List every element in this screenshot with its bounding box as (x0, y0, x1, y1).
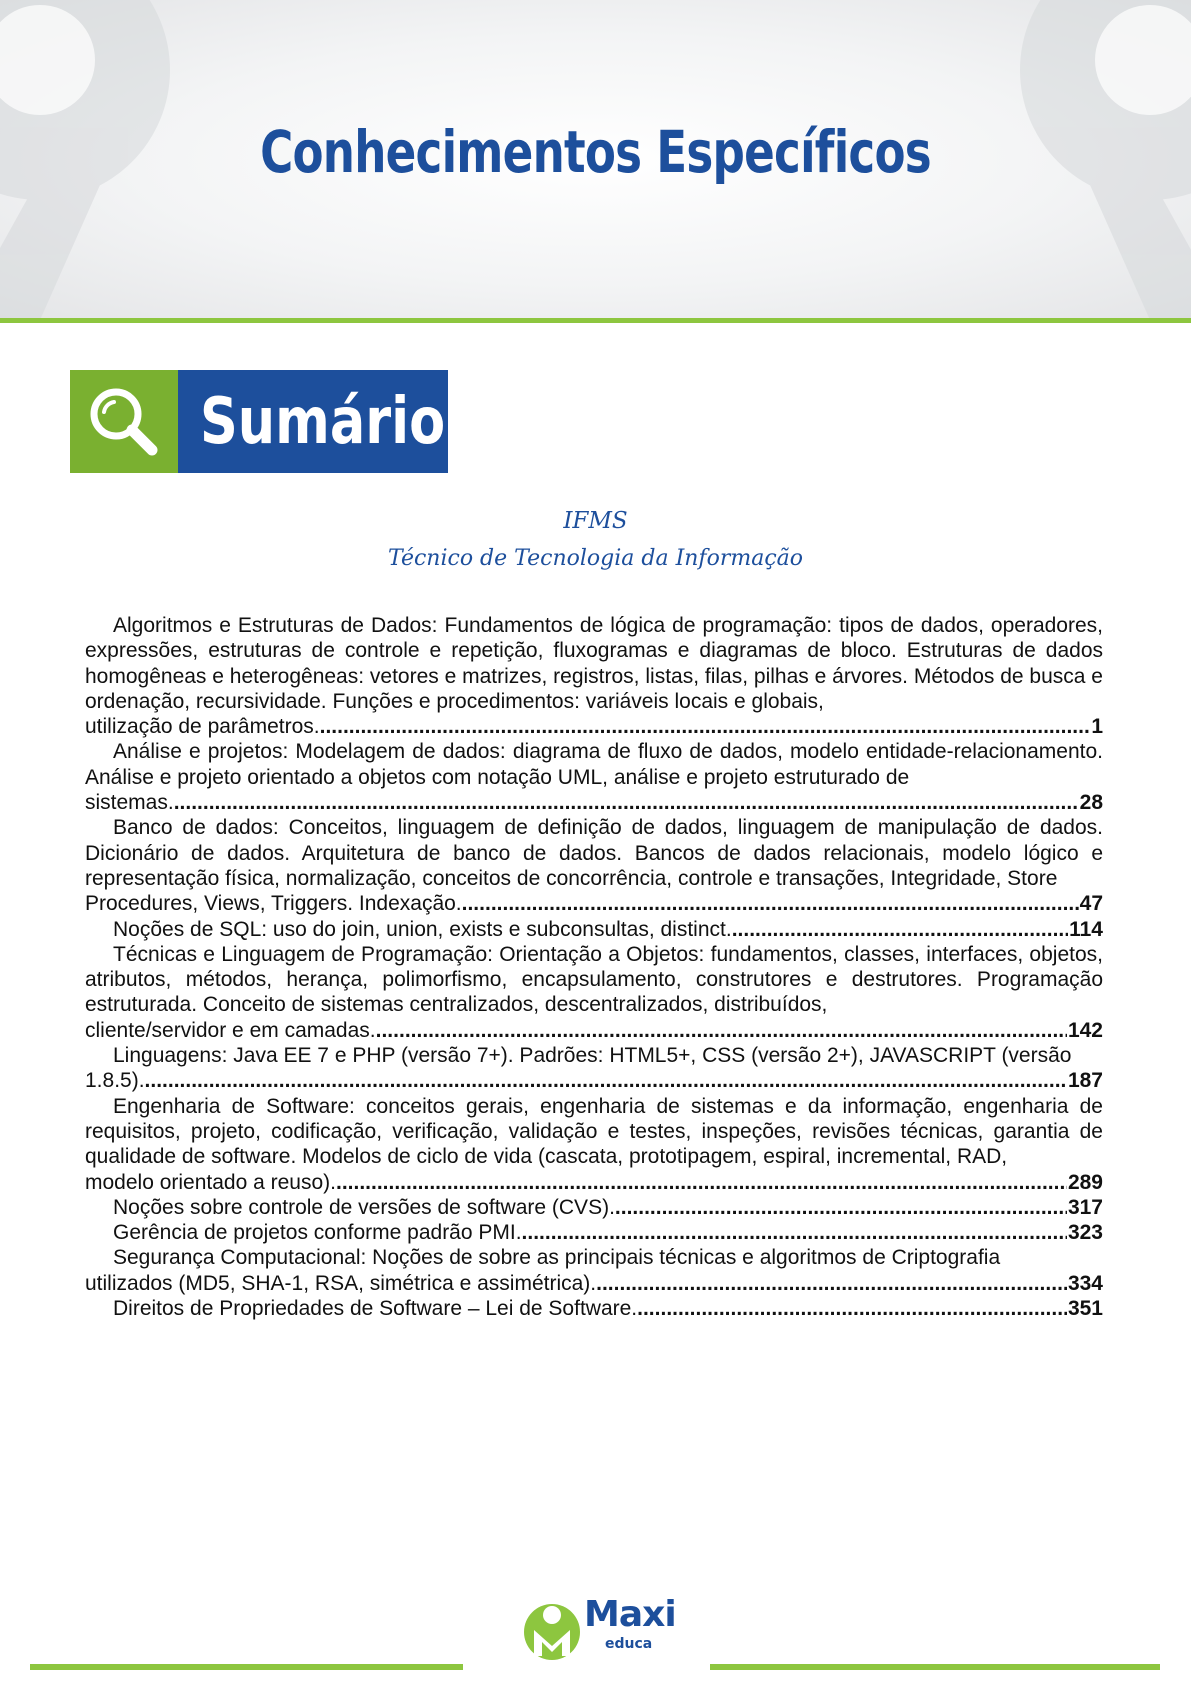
toc-page-number: 28 (1079, 791, 1103, 815)
toc-entry-text-tail: utilização de parâmetros. (85, 715, 320, 739)
toc-entry-text-tail: Procedures, Views, Triggers. Indexação. (85, 892, 462, 916)
toc-entry-last-line (85, 917, 1103, 942)
toc-dot-leader (462, 891, 1079, 916)
toc-entry-last-line (85, 1018, 1103, 1043)
toc-dot-leader (732, 917, 1068, 942)
toc-page-number: 142 (1067, 1018, 1103, 1042)
toc-page-number: 323 (1067, 1221, 1103, 1245)
toc-entry-text-tail: Noções sobre controle de versões de software (CVS). (113, 1195, 615, 1219)
toc-entry (85, 1195, 1103, 1220)
toc-entry (85, 942, 1103, 1043)
toc-page-number: 1 (1091, 715, 1103, 739)
toc-dot-leader (320, 714, 1091, 739)
toc-entry (85, 917, 1103, 942)
toc-entry-last-line (85, 1220, 1103, 1245)
toc-entry (85, 1043, 1103, 1094)
toc-entry-last-line (85, 891, 1103, 916)
sumario-label-box (178, 370, 448, 473)
toc-entry (85, 739, 1103, 815)
toc-entry-text: Análise e projetos: Modelagem de dados: diagrama de fluxo de dados, modelo entidade-relacionamento. Análise e projeto orientado a objetos com notação UML, análise e projeto estruturado de (85, 740, 1103, 789)
toc-entry (85, 1094, 1103, 1195)
toc-entry-text-tail: Gerência de projetos conforme padrão PMI. (113, 1221, 522, 1245)
toc-entry-last-line (85, 1195, 1103, 1220)
toc-entry-text: Algoritmos e Estruturas de Dados: Fundamentos de lógica de programação: tipos de dados, operadores, expressões, estruturas de controle e repetição, fluxogramas e diagramas de bloco. Estruturas de dados homogêneas e heterogêneas: vetores e matrizes, registros, listas, filas, pilhas e árvores. Métodos de busca e ordenação, recursividade. Funções e procedimentos: variáveis locais e globais, (85, 614, 1103, 713)
toc-entry (85, 815, 1103, 916)
toc-dot-leader (174, 790, 1079, 815)
toc-entry-text-tail: Noções de SQL: uso do join, union, exists e subconsultas, distinct. (113, 917, 732, 941)
toc-entry-last-line (85, 1296, 1103, 1321)
toc-dot-leader (637, 1296, 1067, 1321)
toc-entry (85, 1296, 1103, 1321)
toc-dot-leader (596, 1271, 1067, 1296)
toc-entry-text: Engenharia de Software: conceitos gerais, engenharia de sistemas e da informação, engenharia de requisitos, projeto, codificação, verificação, validação e testes, inspeções, revisões técnicas, garantia de qualidade de software. Modelos de ciclo de vida (cascata, prototipagem, espiral, incremental, RAD, (85, 1094, 1103, 1169)
header-divider (0, 318, 1191, 323)
toc-page-number: 47 (1079, 892, 1103, 916)
maxi-educa-logo (522, 1594, 676, 1674)
toc-entry-text: Banco de dados: Conceitos, linguagem de definição de dados, linguagem de manipulação de dados. Dicionário de dados. Arquitetura de banco de dados. Bancos de dados relacionais, modelo lógico e representação física, normalização, conceitos de concorrência, controle e transações, Integridade, Store (85, 816, 1103, 890)
toc-entry-last-line (85, 790, 1103, 815)
table-of-contents (85, 613, 1103, 1321)
toc-entry-text-tail: Direitos de Propriedades de Software – Lei de Software. (113, 1297, 638, 1321)
magnifier-icon (84, 382, 164, 462)
toc-entry-text-tail: modelo orientado a reuso). (85, 1170, 336, 1194)
toc-entry-text: Linguagens: Java EE 7 e PHP (versão 7+). Padrões: HTML5+, CSS (versão 2+), JAVASCRIPT (versão (113, 1044, 1072, 1068)
maxi-logo-mark-icon (522, 1596, 582, 1664)
toc-page-number: 317 (1067, 1195, 1103, 1219)
toc-dot-leader (615, 1195, 1067, 1220)
footer-divider-right (710, 1664, 1160, 1670)
toc-entry (85, 1220, 1103, 1245)
header-band (0, 0, 1191, 320)
toc-page-number: 351 (1067, 1297, 1103, 1321)
toc-entry-text-tail: utilizados (MD5, SHA-1, RSA, simétrica e assimétrica). (85, 1271, 597, 1295)
sumario-banner (70, 370, 448, 473)
toc-entry-last-line (85, 714, 1103, 739)
toc-page-number: 289 (1067, 1170, 1103, 1194)
toc-entry (85, 1245, 1103, 1296)
toc-dot-leader (145, 1068, 1067, 1093)
toc-entry-last-line (85, 1068, 1103, 1093)
toc-page-number: 114 (1069, 917, 1103, 941)
toc-entry-text: Segurança Computacional: Noções de sobre as principais técnicas e algoritmos de Criptografia (113, 1246, 1001, 1270)
toc-entry-last-line (85, 1271, 1103, 1296)
toc-entry-text-tail: cliente/servidor e em camadas. (85, 1018, 376, 1042)
toc-dot-leader (336, 1170, 1067, 1195)
footer-divider-left (30, 1664, 463, 1670)
toc-entry-text-tail: 1.8.5). (85, 1069, 145, 1093)
toc-entry-last-line (85, 1170, 1103, 1195)
institution-name: IFMS (563, 508, 628, 534)
sumario-icon-box (70, 370, 178, 473)
toc-page-number: 334 (1067, 1271, 1103, 1295)
logo-word: Maxi (584, 1594, 676, 1635)
toc-entry-text: Técnicas e Linguagem de Programação: Orientação a Objetos: fundamentos, classes, interfaces, objetos, atributos, métodos, herança, polimorfismo, encapsulamento, construtores e destrutores. Programação estruturada. Conceito de sistemas centralizados, descentralizados, distribuídos, (85, 942, 1103, 1017)
toc-dot-leader (522, 1220, 1067, 1245)
toc-entry (85, 613, 1103, 739)
toc-entry-text-tail: sistemas. (85, 791, 174, 815)
role-title: Técnico de Tecnologia da Informação (387, 546, 803, 571)
page-header-title: Conhecimentos Específicos (260, 118, 931, 186)
sumario-label: Sumário (200, 384, 446, 459)
logo-sub: educa (605, 1636, 653, 1652)
toc-dot-leader (376, 1018, 1067, 1043)
toc-page-number: 187 (1067, 1069, 1103, 1093)
